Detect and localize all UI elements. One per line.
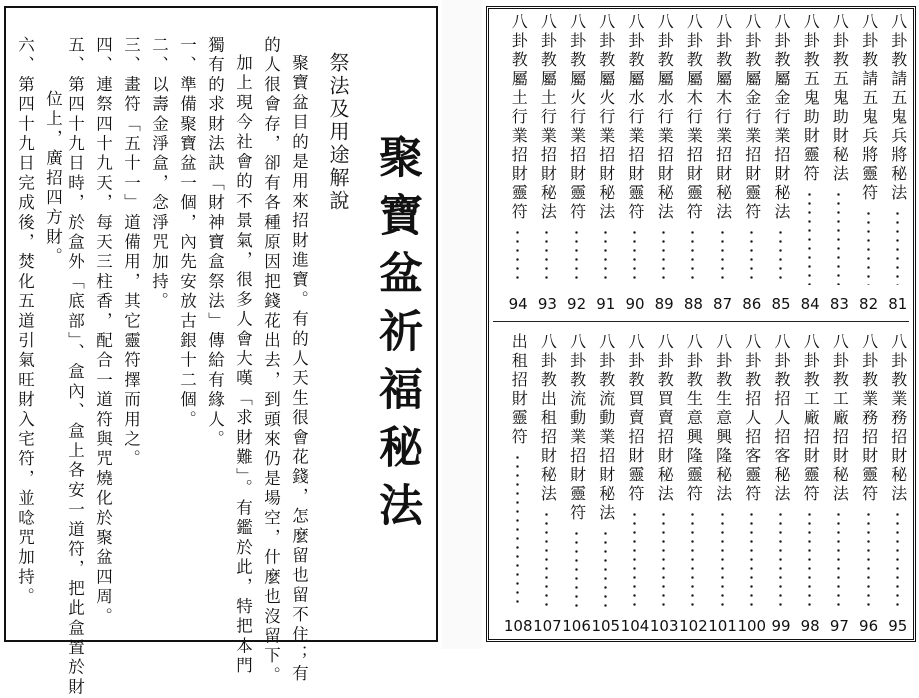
paragraph-line: 獨有的求財法訣「財神寶盒祭法」傳給有緣人。 xyxy=(205,36,225,450)
list-item: 二、以壽金淨盒，念淨咒加持。 xyxy=(149,36,169,312)
dot-leader xyxy=(633,510,636,607)
toc-entry xyxy=(679,333,707,504)
dot-leader xyxy=(896,510,899,607)
dot-leader xyxy=(867,510,870,607)
toc-entry xyxy=(709,333,737,504)
toc-entry-title: 八卦教屬土行業招財靈符 xyxy=(509,13,529,222)
toc-page-number: 86 xyxy=(742,295,762,313)
toc-entry-title: 八卦教屬木行業招財秘法 xyxy=(713,13,733,222)
toc-entry-title: 八卦教五鬼助財秘法 xyxy=(830,13,850,184)
toc-entry-title: 八卦教工廠招財靈符 xyxy=(801,333,821,504)
dot-leader xyxy=(837,510,840,607)
dot-leader xyxy=(808,510,811,607)
toc-page-number: 103 xyxy=(649,617,679,635)
toc-entry xyxy=(738,333,766,504)
toc-page-number: 98 xyxy=(800,617,820,635)
toc-page-number: 89 xyxy=(654,295,674,313)
toc-page-number: 99 xyxy=(771,617,791,635)
dot-leader xyxy=(750,510,753,607)
toc-page-number: 90 xyxy=(625,295,645,313)
dot-leader xyxy=(721,228,724,285)
dot-leader xyxy=(575,228,578,285)
toc-page-number: 95 xyxy=(888,617,908,635)
dot-leader xyxy=(604,529,607,607)
toc-page-number: 102 xyxy=(679,617,708,635)
toc-entry-title: 八卦教屬木行業招財靈符 xyxy=(684,13,704,222)
toc-page-number: 81 xyxy=(888,295,908,313)
dot-leader xyxy=(779,510,782,607)
paragraph-line: 的人很會存，卻有各種原因把錢花出去，到頭來仍是場空，什麼也沒留下。 xyxy=(261,36,281,687)
toc-page-number: 105 xyxy=(591,617,621,635)
toc-entry-title: 八卦教流動業招財靈符 xyxy=(567,333,587,523)
toc-page-number: 91 xyxy=(596,295,616,313)
toc-entry xyxy=(855,13,883,203)
book-gutter xyxy=(442,0,482,649)
toc-entry xyxy=(884,13,912,203)
toc-page-number: 106 xyxy=(562,617,591,635)
list-item: 五、第四十九日時，於盒外「底部」、盒內、盒上各安一道符，把此盒置於財 xyxy=(65,36,85,698)
toc-entry-title: 八卦教屬火行業招財秘法 xyxy=(596,13,616,222)
toc-entry xyxy=(592,13,620,222)
toc-entry-title: 八卦教買賣招財秘法 xyxy=(655,333,675,504)
dot-leader xyxy=(662,228,665,285)
toc-page-number: 82 xyxy=(859,295,879,313)
dot-leader xyxy=(662,510,665,607)
row-divider xyxy=(493,321,909,322)
toc-page-number: 93 xyxy=(537,295,557,313)
toc-entry xyxy=(533,13,561,222)
toc-entry-title: 出租招財靈符 xyxy=(509,333,529,447)
toc-grid xyxy=(489,9,913,639)
toc-entry-title: 八卦教屬水行業招財靈符 xyxy=(626,13,645,222)
toc-entry xyxy=(650,333,678,504)
toc-entry xyxy=(796,13,824,184)
list-item-continuation: 位上，廣招四方財。 xyxy=(43,90,63,268)
toc-page-number: 88 xyxy=(683,295,703,313)
toc-entry-title: 八卦教屬金行業招財靈符 xyxy=(742,13,762,222)
toc-entry-title: 八卦教招人招客秘法 xyxy=(772,333,791,504)
toc-entry-title: 八卦教流動業招財秘法 xyxy=(596,333,616,523)
toc-entry-title: 八卦教生意興隆靈符 xyxy=(684,333,704,504)
list-item: 一、準備聚寶盆一個，內先安放古銀十二個。 xyxy=(177,36,197,430)
section-subtitle: 祭法及用途解說 xyxy=(326,52,350,213)
toc-entry xyxy=(504,333,532,447)
toc-page-number: 97 xyxy=(829,617,849,635)
list-item: 三、畫符「五十一」道備用，其它靈符擇而用之。 xyxy=(121,36,141,470)
page-title: 聚寶盆祈福秘法 xyxy=(371,134,422,540)
toc-entry-title: 八卦教業務招財秘法 xyxy=(888,333,908,504)
dot-leader xyxy=(691,510,694,607)
toc-entry xyxy=(767,13,795,222)
list-item: 四、連祭四十九天，每天三柱香，配合一道符與咒燒化於聚盆四周。 xyxy=(93,36,113,627)
toc-entry-title: 八卦教請五鬼兵將秘法 xyxy=(888,13,908,203)
toc-entry-title: 八卦教屬火行業招財靈符 xyxy=(567,13,587,222)
dot-leader xyxy=(633,228,636,285)
dot-leader xyxy=(691,228,694,285)
dot-leader xyxy=(837,190,840,285)
toc-entry-title: 八卦教生意興隆秘法 xyxy=(713,333,733,504)
toc-entry xyxy=(738,13,766,222)
dot-leader xyxy=(808,190,811,285)
dot-leader xyxy=(545,228,548,285)
toc-entry-title: 八卦教屬金行業招財秘法 xyxy=(772,13,791,222)
toc-entry xyxy=(825,333,853,504)
paragraph-line: 加上現今社會的不景氣，很多人會大嘆「求財難」。有鑑於此，特把本門 xyxy=(233,54,253,677)
dot-leader xyxy=(896,209,899,285)
toc-page-number: 100 xyxy=(737,617,767,635)
left-page xyxy=(4,6,438,698)
table-of-contents xyxy=(486,6,916,642)
toc-page-number: 107 xyxy=(533,617,562,635)
dot-leader xyxy=(867,209,870,285)
toc-page-number: 87 xyxy=(713,295,733,313)
dot-leader xyxy=(779,228,782,285)
toc-entry xyxy=(621,333,649,504)
dot-leader xyxy=(545,510,548,607)
toc-entry xyxy=(796,333,824,504)
toc-entry-title: 八卦教業務招財靈符 xyxy=(859,333,879,504)
toc-entry-title: 八卦教請五鬼兵將靈符 xyxy=(859,13,879,203)
toc-entry xyxy=(825,13,853,184)
toc-page-number: 84 xyxy=(800,295,820,313)
toc-entry xyxy=(533,333,561,504)
toc-entry xyxy=(563,333,591,523)
dot-leader xyxy=(575,529,578,607)
toc-page-number: 83 xyxy=(829,295,849,313)
dot-leader xyxy=(516,228,519,285)
toc-page-number: 104 xyxy=(620,617,650,635)
paragraph-line: 聚寶盆目的是用來招財進寶。有的人天生很會花錢，怎麼留也留不住；有 xyxy=(289,54,309,685)
dot-leader xyxy=(721,510,724,607)
list-item: 六、第四十九日完成後，焚化五道引氣旺財入宅符，並唸咒加持。 xyxy=(15,36,35,608)
toc-entry xyxy=(679,13,707,222)
toc-page-number: 85 xyxy=(771,295,791,313)
toc-entry-title: 八卦教出租招財秘法 xyxy=(538,333,558,504)
toc-entry-title: 八卦教五鬼助財靈符 xyxy=(801,13,821,184)
toc-entry-title: 八卦教招人招客靈符 xyxy=(742,333,762,504)
toc-entry xyxy=(855,333,883,504)
toc-entry-title: 八卦教工廠招財秘法 xyxy=(830,333,850,504)
toc-page-number: 108 xyxy=(503,617,533,635)
toc-entry xyxy=(563,13,591,222)
dot-leader xyxy=(604,228,607,285)
toc-entry xyxy=(650,13,678,222)
toc-entry xyxy=(884,333,912,504)
toc-page-number: 94 xyxy=(508,295,528,313)
toc-entry-title: 八卦教屬土行業招財秘法 xyxy=(538,13,558,222)
toc-entry xyxy=(767,333,795,504)
toc-entry-title: 八卦教買賣招財靈符 xyxy=(626,333,645,504)
toc-entry xyxy=(592,333,620,523)
toc-entry xyxy=(621,13,649,222)
toc-page-number: 101 xyxy=(708,617,737,635)
toc-entry-title: 八卦教屬水行業招財秘法 xyxy=(655,13,675,222)
toc-entry xyxy=(709,13,737,222)
dot-leader xyxy=(750,228,753,285)
toc-page-number: 96 xyxy=(859,617,879,635)
dot-leader xyxy=(516,453,519,607)
toc-page-number: 92 xyxy=(567,295,587,313)
toc-entry xyxy=(504,13,532,222)
